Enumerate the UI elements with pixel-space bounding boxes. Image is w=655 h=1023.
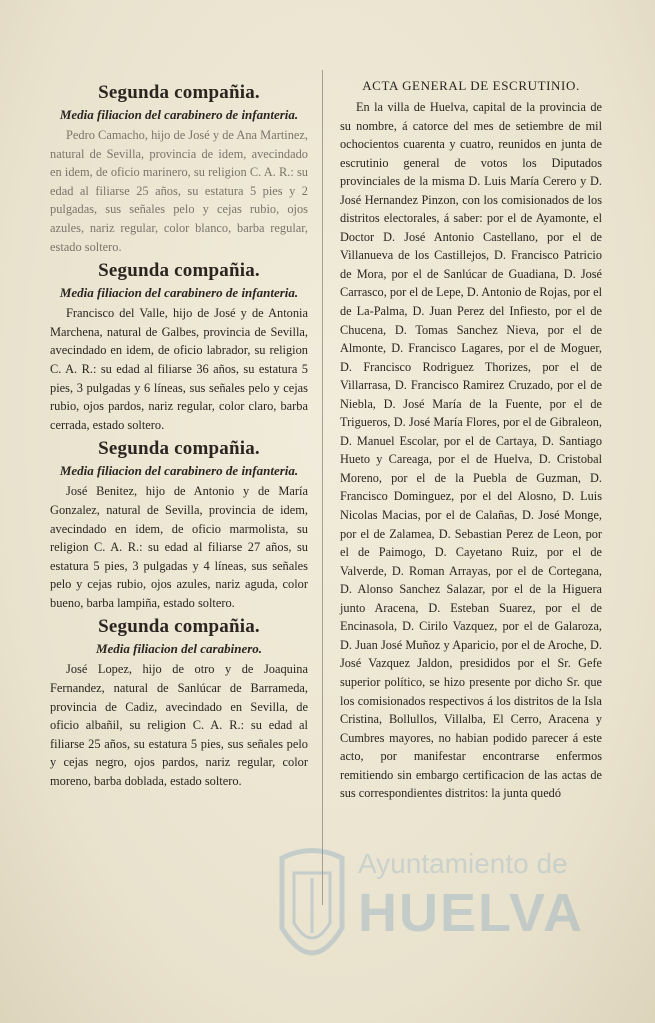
section-heading: Segunda compañia. (98, 260, 260, 282)
section-text: Pedro Camacho, hijo de José y de Ana Martinez, natural de Sevilla, provincia de idem, avecindado en idem, de oficio marinero, su religion C. A. R.: su edad al filiarse 25 años, su estatura 5 pies y 2 pulgadas, sus señales pelo y cejas rubio, ojos azules, nariz regular, color blanco, barba regular, estado soltero. (50, 128, 308, 254)
section-subheading: Media filiacion del carabinero. (95, 641, 263, 657)
section-text: José Benitez, hijo de Antonio y de María Gonzalez, natural de Sevilla, provincia de idem, avecindado en idem, de oficio marmolista, su religion C. A. R.: su edad al filiarse 27 años, su estatura 5 pies, 3 pulgadas y 4 líneas, sus señales pelo y cejas rubio, ojos azules, nariz aguda, color bueno, barba lampiña, estado soltero. (50, 484, 308, 610)
watermark-line-1: Ayuntamiento de (358, 848, 568, 879)
section-heading: Segunda compañia. (98, 438, 260, 460)
section-text: Francisco del Valle, hijo de José y de Antonia Marchena, natural de Galbes, provincia de Sevilla, avecindado en idem, de oficio labrador, su religion C. A. R.: su edad al filiarse 36 años, su estatura 5 pies, 3 pulgadas y 6 líneas, sus señales pelo y cejas rubio, ojos pardos, nariz regular, color claro, barba cerrada, estado soltero. (50, 306, 308, 432)
section-text: José Lopez, hijo de otro y de Joaquina Fernandez, natural de Sanlúcar de Barrameda, provincia de Cadiz, avecindado en Sevilla, de oficio albañil, su religion C. A. R.: su edad al filiarse 25 años, su estatura 5 pies, sus señales pelo y cejas negro, ojos pardos, nariz regular, color moreno, barba doblada, estado soltero. (50, 662, 308, 789)
watermark (272, 838, 632, 988)
watermark-line-2: HUELVA (358, 883, 584, 943)
section-1 (50, 82, 308, 256)
right-column (340, 78, 602, 803)
section-heading: Segunda compañia. (98, 82, 260, 103)
left-column (50, 78, 308, 792)
coat-of-arms-icon (272, 838, 352, 988)
section-subheading: Media filiacion del carabinero de infanteria. (59, 285, 299, 301)
section-3 (50, 438, 308, 612)
act-text: En la villa de Huelva, capital de la provincia de su nombre, á catorce del mes de setiembre de mil ochocientos cuarenta y cuatro, reunidos en junta de escrutinio general de votos los Diputados provinciales de la misma D. Luis María Cerero y D. José Hernandez Pinzon, con los comisionados de los distritos electorales, á saber: por el de Ayamonte, el Doctor D. José Antonio Castellano, por el de Villanueva de los Castillejos, D. Francisco Patricio de Mora, por el de Sanlúcar de Guadiana, D. José Carrasco, por el de Lepe, D. Antonio de Rojas, por el de La-Palma, D. Juan Perez del Infiesto, por el de Chucena, D. Tomas Sanchez Nieva, por el de Almonte, D. Francisco Lagares, por el de Moguer, D. Francisco Rodriguez Thorizes, por el de Villarrasa, D. Francisco Ramirez Cruzado, por el de Niebla, D. José María de la Fuente, por el de Trigueros, D. José María Flores, por el de Gibraleon, D. Manuel Escolar, por el de Cartaya, D. Santiago Hueto y Careaga, por el de Huelva, D. Cristobal Moreno, por el de la Puebla de Guzman, D. Francisco Dominguez, por el del Alosno, D. Luis Nicolas Macias, por el de Calañas, D. José Monge, por el de Zalamea, D. Sebastian Perez de Leon, por el de Paimogo, D. Cayetano Ruiz, por el de Valverde, D. Roman Arrayas, por el de Cortegana, D. Alonso Sanchez Salazar, por el de la Higuera junto Aracena, D. Esteban Suarez, por el de Encinasola, D. Cirilo Vazquez, por el de Galaroza, D. Juan José Muñoz y Aparicio, por el de Aroche, D. José Vazquez Jaldon, presididos por el Sr. Gefe superior político, se hizo presente por dicho Sr. que los comisionados respectivos á los distritos de la Isla Cristina, Bollullos, Villalba, El Cerro, Aracena y Cumbres mayores, no habian podido parecer á este acto, por manifestar encontrarse enfermos remitiendo sin embargo certificacion de las actas de sus correspondientes distritos: la junta quedó (340, 100, 602, 801)
section-heading: Segunda compañia. (98, 616, 260, 638)
act-title: ACTA GENERAL DE ESCRUTINIO. (362, 78, 580, 93)
section-subheading: Media filiacion del carabinero de infanteria. (59, 463, 299, 479)
section-subheading: Media filiacion del carabinero de infanteria. (59, 107, 299, 122)
section-2 (50, 260, 308, 434)
section-4 (50, 616, 308, 790)
column-divider (322, 70, 323, 905)
